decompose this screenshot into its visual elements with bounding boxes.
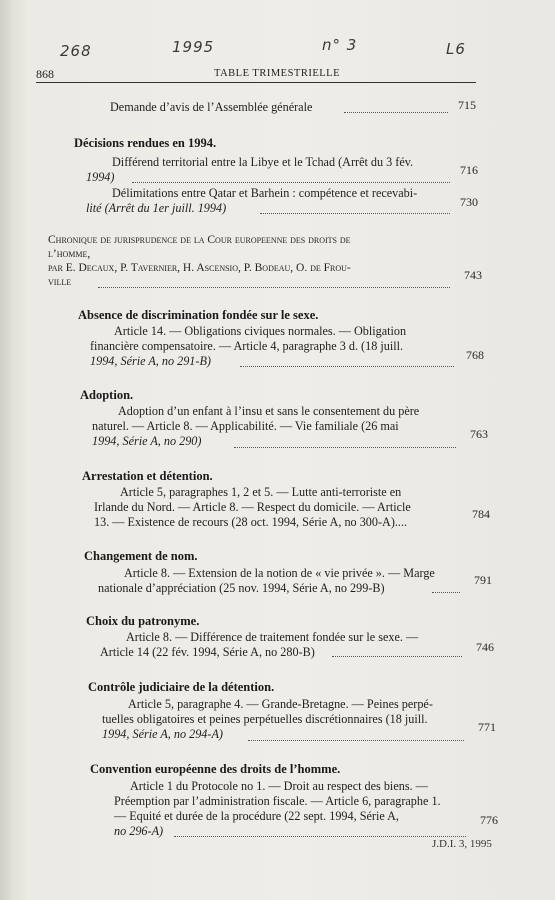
section-heading: Choix du patronyme. bbox=[86, 614, 200, 628]
dot-leader bbox=[344, 111, 448, 113]
dot-leader bbox=[174, 835, 466, 837]
handwritten-annotation-4: L6 bbox=[446, 40, 466, 58]
entry-line: Article 1 du Protocole no 1. — Droit au respect des biens. — bbox=[130, 779, 428, 793]
section-heading: Décisions rendues en 1994. bbox=[74, 136, 217, 150]
running-title: TABLE TRIMESTRIELLE bbox=[214, 68, 340, 79]
chronique-line: l’homme, bbox=[48, 248, 91, 260]
page-number: 868 bbox=[36, 67, 54, 81]
chronique-line: par E. Decaux, P. Tavernier, H. Ascensio, P. Bodeau, O. de Frou- bbox=[48, 262, 351, 274]
toc-entry bbox=[90, 324, 407, 369]
entry-line: Demande d’avis de l’Assemblée générale bbox=[110, 100, 313, 114]
entry-line: tuelles obligatoires et peines perpétuelles discrétionnaires (18 juill. bbox=[102, 712, 428, 726]
entry-line: Adoption d’un enfant à l’insu et sans le consentement du père bbox=[118, 404, 420, 418]
section-heading: Absence de discrimination fondée sur le sexe. bbox=[78, 308, 319, 322]
section-heading: Contrôle judiciaire de la détention. bbox=[88, 680, 275, 694]
dot-leader bbox=[332, 655, 462, 657]
entry-line: Article 8. — Différence de traitement fondée sur le sexe. — bbox=[126, 630, 419, 644]
entry-line: Article 14 (22 fév. 1994, Série A, no 280-B) bbox=[100, 645, 315, 659]
dot-leader bbox=[98, 286, 450, 288]
entry-line: no 296-A) bbox=[114, 824, 164, 838]
entry-page: 763 bbox=[470, 427, 488, 441]
entry-line: Article 5, paragraphe 4. — Grande-Bretagne. — Peines perpé- bbox=[128, 697, 433, 711]
page-header bbox=[36, 66, 476, 83]
entry-line: Différend territorial entre la Libye et le Tchad (Arrêt du 3 fév. bbox=[112, 155, 414, 169]
section-heading: Adoption. bbox=[80, 388, 134, 402]
section-heading: Convention européenne des droits de l’homme. bbox=[90, 762, 341, 776]
entry-page: 768 bbox=[466, 348, 484, 362]
entry-line: 1994) bbox=[86, 170, 115, 184]
chronique-entry bbox=[48, 233, 351, 289]
toc-entry bbox=[94, 485, 411, 530]
entry-line: 1994, Série A, no 294-A) bbox=[102, 727, 223, 741]
entry-line: nationale d’appréciation (25 nov. 1994, Série A, no 299-B) bbox=[98, 581, 385, 595]
toc-entry bbox=[110, 100, 312, 115]
dot-leader bbox=[248, 739, 464, 741]
entry-line: Article 5, paragraphes 1, 2 et 5. — Lutte anti-terroriste en bbox=[120, 485, 402, 499]
entry-line: 1994, Série A, no 291-B) bbox=[90, 354, 211, 368]
handwritten-annotation-3: n° 3 bbox=[322, 36, 358, 54]
entry-page: 730 bbox=[460, 195, 478, 209]
entry-line: — Equité et durée de la procédure (22 sept. 1994, Série A, bbox=[114, 809, 399, 823]
entry-page: 716 bbox=[460, 163, 478, 177]
entry-line: naturel. — Article 8. — Applicabilité. — Vie familiale (26 mai bbox=[92, 419, 399, 433]
page-gutter bbox=[0, 0, 14, 900]
entry-page: 776 bbox=[480, 813, 498, 827]
section-heading: Arrestation et détention. bbox=[82, 469, 213, 483]
entry-line: Irlande du Nord. — Article 8. — Respect du domicile. — Article bbox=[94, 500, 411, 514]
entry-line: Article 8. — Extension de la notion de « vie privée ». — Marge bbox=[124, 566, 435, 580]
dot-leader bbox=[260, 212, 450, 214]
entry-line: 1994, Série A, no 290) bbox=[92, 434, 202, 448]
section-heading: Changement de nom. bbox=[84, 549, 198, 563]
entry-page: 784 bbox=[472, 507, 490, 521]
entry-line: financière compensatoire. — Article 4, paragraphe 3 d. (18 juill. bbox=[90, 339, 404, 353]
entry-line: Délimitations entre Qatar et Barhein : compétence et recevabi- bbox=[112, 186, 418, 200]
entry-page: 771 bbox=[478, 720, 496, 734]
toc-entry bbox=[98, 566, 435, 596]
handwritten-annotation-1: 268 bbox=[60, 42, 92, 60]
entry-page: 791 bbox=[474, 573, 492, 587]
entry-page: 743 bbox=[464, 268, 482, 282]
toc-entry bbox=[92, 404, 420, 449]
dot-leader bbox=[234, 446, 456, 448]
dot-leader bbox=[432, 591, 460, 593]
entry-line: Article 14. — Obligations civiques normales. — Obligation bbox=[114, 324, 407, 338]
toc-entry bbox=[114, 779, 441, 839]
handwritten-annotation-2: 1995 bbox=[172, 38, 215, 56]
dot-leader bbox=[240, 365, 454, 367]
entry-line: lité (Arrêt du 1er juill. 1994) bbox=[86, 201, 227, 215]
entry-page: 746 bbox=[476, 640, 494, 654]
chronique-line: ville bbox=[48, 276, 72, 288]
journal-reference: J.D.I. 3, 1995 bbox=[432, 838, 492, 850]
toc-entry bbox=[102, 697, 433, 742]
entry-line: Préemption par l’administration fiscale. — Article 6, paragraphe 1. bbox=[114, 794, 441, 808]
entry-line: 13. — Existence de recours (28 oct. 1994, Série A, no 300-A).... bbox=[94, 515, 408, 529]
chronique-line: Chronique de jurisprudence de la Cour europeenne des droits de bbox=[48, 234, 351, 246]
dot-leader bbox=[132, 181, 450, 183]
entry-page: 715 bbox=[458, 98, 476, 112]
